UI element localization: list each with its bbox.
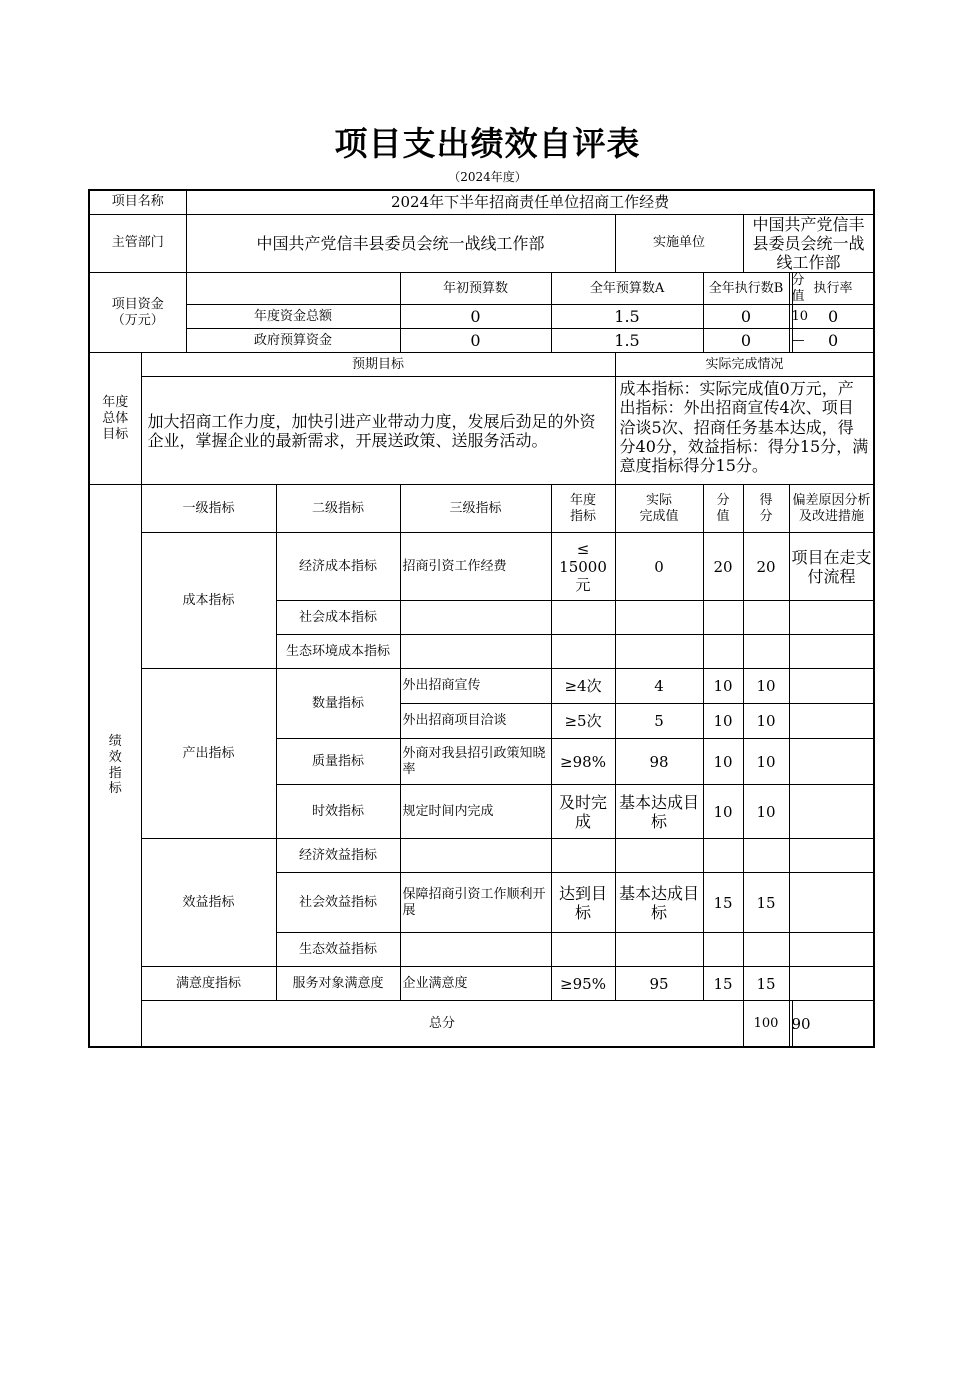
- competent-dept-label: 主管部门: [89, 214, 186, 273]
- satisfaction-item: 企业满意度: [400, 967, 551, 1001]
- benefit-social-actual: 基本达成目标: [615, 873, 703, 933]
- header-score-value: 分 值: [703, 485, 743, 533]
- funds-row-executed: 0: [703, 329, 789, 353]
- benefit-social-value: 15: [703, 873, 743, 933]
- empty-cell: [400, 933, 551, 967]
- empty-cell: [615, 839, 703, 873]
- empty-cell: [551, 933, 615, 967]
- competent-dept-value: 中国共产党信丰县委员会统一战线工作部: [186, 214, 615, 273]
- funds-row-score-value: —: [789, 329, 792, 353]
- cost-economic-actual: 0: [615, 533, 703, 601]
- funds-row-initial: 0: [400, 329, 551, 353]
- header-level3: 三级指标: [400, 485, 551, 533]
- empty-cell: [400, 839, 551, 873]
- empty-cell: [551, 839, 615, 873]
- funds-header-blank: [186, 273, 400, 305]
- annual-goal-label-line2: 总体: [102, 410, 129, 426]
- expected-goal-header: 预期目标: [141, 353, 615, 377]
- empty-cell: [703, 839, 743, 873]
- funds-row-label: 年度资金总额: [186, 305, 400, 329]
- output-quantity-actual: 4: [615, 669, 703, 704]
- header-score: 得 分: [743, 485, 789, 533]
- annual-goal-label-line1: 年度: [102, 395, 129, 411]
- empty-cell: [789, 704, 874, 739]
- output-quantity-value: 10: [703, 669, 743, 704]
- benefit-indicator-label: 效益指标: [141, 839, 276, 967]
- funds-row-label: 政府预算资金: [186, 329, 400, 353]
- output-timeliness-item: 规定时间内完成: [400, 785, 551, 839]
- cost-indicator-label: 成本指标: [141, 533, 276, 669]
- benefit-social-item: 保障招商引资工作顺利开展: [400, 873, 551, 933]
- page-title: 项目支出绩效自评表: [334, 124, 641, 163]
- header-level1: 一级指标: [141, 485, 276, 533]
- empty-cell: [703, 933, 743, 967]
- header-actual-value: 实际 完成值: [615, 485, 703, 533]
- actual-completion-text: 成本指标：实际完成值0万元，产出指标：外出招商宣传4次、项目洽谈5次、招商任务基本达成，得分40分，效益指标：得分15分，满意度指标得分15分。: [615, 377, 874, 485]
- total-value: 100: [743, 1001, 789, 1047]
- header-level2: 二级指标: [276, 485, 400, 533]
- header-annual-target: 年度 指标: [551, 485, 615, 533]
- expected-goal-text: 加大招商工作力度，加快引进产业带动力度，发展后劲足的外资企业，掌握企业的最新需求，开展送政策、送服务活动。: [141, 377, 615, 485]
- project-name-value: 2024年下半年招商责任单位招商工作经费: [186, 190, 874, 214]
- empty-cell: [789, 669, 874, 704]
- empty-cell: [789, 873, 874, 933]
- empty-cell: [743, 839, 789, 873]
- implementing-unit-value: 中国共产党信丰县委员会统一战线工作部: [743, 214, 874, 273]
- output-quality-value: 10: [703, 739, 743, 785]
- perf-indicators-label: [89, 485, 141, 1047]
- actual-completion-header: 实际完成情况: [615, 353, 874, 377]
- cost-economic-label: 经济成本指标: [276, 533, 400, 601]
- benefit-social-score: 15: [743, 873, 789, 933]
- empty-cell: [615, 635, 703, 669]
- annual-goal-label-line3: 目标: [102, 426, 129, 442]
- funds-header-executed: 全年执行数B: [703, 273, 789, 305]
- cost-economic-note: 项目在走支付流程: [789, 533, 874, 601]
- empty-cell: [789, 785, 874, 839]
- empty-cell: [551, 635, 615, 669]
- funds-row-executed: 0: [703, 305, 789, 329]
- empty-cell: [789, 839, 874, 873]
- perf-indicators-char: 标: [108, 781, 122, 797]
- performance-table: [88, 189, 875, 1048]
- empty-cell: [743, 601, 789, 635]
- output-indicator-label: 产出指标: [141, 669, 276, 839]
- annual-goal-label: [89, 353, 141, 485]
- funds-row-initial: 0: [400, 305, 551, 329]
- funds-label: [89, 273, 186, 353]
- output-quantity-score: 10: [743, 704, 789, 739]
- output-timeliness-label: 时效指标: [276, 785, 400, 839]
- header-deviation: 偏差原因分析 及改进措施: [789, 485, 874, 533]
- satisfaction-value: 15: [703, 967, 743, 1001]
- benefit-social-target: 达到目标: [551, 873, 615, 933]
- funds-label-line1: 项目资金: [111, 297, 164, 313]
- output-timeliness-score: 10: [743, 785, 789, 839]
- output-timeliness-actual: 基本达成目标: [615, 785, 703, 839]
- year-label: （2024年度）: [448, 170, 527, 184]
- empty-cell: [789, 967, 874, 1001]
- empty-cell: [789, 933, 874, 967]
- empty-cell: [615, 601, 703, 635]
- output-quantity-item: 外出招商宣传: [400, 669, 551, 704]
- benefit-social-label: 社会效益指标: [276, 873, 400, 933]
- funds-header-initial: 年初预算数: [400, 273, 551, 305]
- output-quantity-target: ≥4次: [551, 669, 615, 704]
- satisfaction-indicator-label: 满意度指标: [141, 967, 276, 1001]
- empty-cell: [400, 601, 551, 635]
- total-label: 总分: [141, 1001, 743, 1047]
- cost-economic-score: 20: [743, 533, 789, 601]
- project-name-label: 项目名称: [89, 190, 186, 214]
- output-quantity-label: 数量指标: [276, 669, 400, 739]
- output-quality-target: ≥98%: [551, 739, 615, 785]
- output-quantity-target: ≥5次: [551, 704, 615, 739]
- empty-cell: [789, 601, 874, 635]
- empty-cell: [551, 601, 615, 635]
- output-quality-actual: 98: [615, 739, 703, 785]
- cost-eco-label: 生态环境成本指标: [276, 635, 400, 669]
- funds-row-annual: 1.5: [551, 329, 703, 353]
- funds-header-rate: 执行率: [792, 273, 874, 305]
- output-quantity-actual: 5: [615, 704, 703, 739]
- perf-indicators-char: 指: [108, 765, 122, 781]
- satisfaction-sub-label: 服务对象满意度: [276, 967, 400, 1001]
- cost-economic-item: 招商引资工作经费: [400, 533, 551, 601]
- perf-indicators-char: 绩: [108, 734, 122, 750]
- output-quality-item: 外商对我县招引政策知晓率: [400, 739, 551, 785]
- output-quantity-item: 外出招商项目洽谈: [400, 704, 551, 739]
- funds-row-rate: 0: [792, 305, 874, 329]
- empty-cell: [400, 635, 551, 669]
- empty-cell: [743, 635, 789, 669]
- perf-indicators-char: 效: [108, 749, 122, 765]
- total-score: 90: [789, 1001, 792, 1047]
- cost-economic-value: 20: [703, 533, 743, 601]
- empty-cell: [789, 739, 874, 785]
- satisfaction-target: ≥95%: [551, 967, 615, 1001]
- output-quantity-value: 10: [703, 704, 743, 739]
- empty-cell: [703, 635, 743, 669]
- satisfaction-score: 15: [743, 967, 789, 1001]
- output-timeliness-target: 及时完成: [551, 785, 615, 839]
- implementing-unit-label: 实施单位: [615, 214, 743, 273]
- benefit-eco-label: 生态效益指标: [276, 933, 400, 967]
- empty-cell: [703, 601, 743, 635]
- satisfaction-actual: 95: [615, 967, 703, 1001]
- empty-cell: [615, 933, 703, 967]
- funds-label-line2: （万元）: [111, 312, 164, 328]
- output-quality-score: 10: [743, 739, 789, 785]
- empty-cell: [743, 933, 789, 967]
- funds-header-score-value: 分值: [789, 273, 792, 305]
- output-timeliness-value: 10: [703, 785, 743, 839]
- funds-row-rate: 0: [792, 329, 874, 353]
- cost-economic-target: ≤ 15000 元: [551, 533, 615, 601]
- output-quantity-score: 10: [743, 669, 789, 704]
- funds-row-annual: 1.5: [551, 305, 703, 329]
- benefit-economic-label: 经济效益指标: [276, 839, 400, 873]
- empty-cell: [789, 635, 874, 669]
- cost-social-label: 社会成本指标: [276, 601, 400, 635]
- funds-header-annual: 全年预算数A: [551, 273, 703, 305]
- output-quality-label: 质量指标: [276, 739, 400, 785]
- funds-row-score-value: 10: [789, 305, 792, 329]
